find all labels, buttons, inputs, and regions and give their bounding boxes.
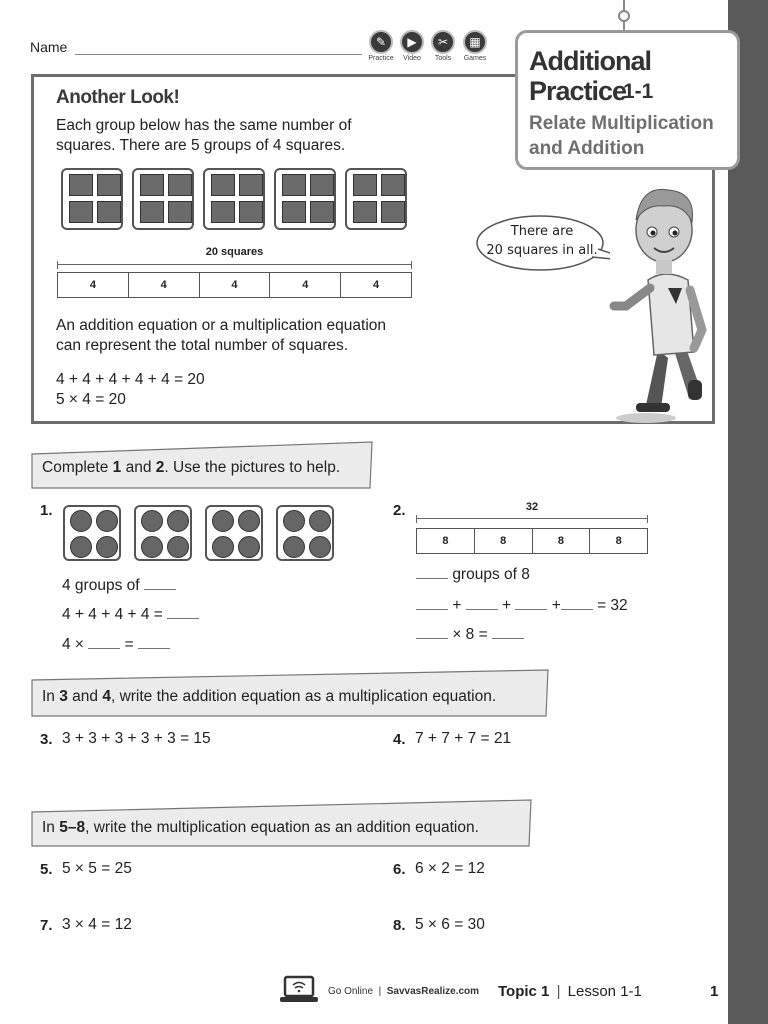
- page-number: 1: [710, 983, 719, 1000]
- answer-blank[interactable]: [416, 626, 448, 639]
- example-addition-equation: 4 + 4 + 4 + 4 + 4 = 20: [56, 371, 205, 388]
- circle-group: [276, 505, 334, 561]
- problem-7-equation: 3 × 4 = 12: [62, 916, 132, 933]
- subtitle-line-1: Relate Multiplication: [529, 113, 714, 134]
- intro-line-2: squares. There are 5 groups of 4 squares.: [56, 137, 346, 154]
- explain-line-2: can represent the total number of squares.: [56, 337, 349, 354]
- cartoon-boy-illustration: [606, 180, 716, 425]
- counter: [96, 536, 118, 558]
- problem-2-line-1: [416, 566, 530, 584]
- bar-total-label: 20 squares: [205, 246, 264, 258]
- footer-go-online: [328, 986, 479, 997]
- another-look-title: Another Look!: [56, 87, 180, 108]
- problem-8-equation: 5 × 6 = 30: [415, 916, 485, 933]
- problem-text: 4 ×: [62, 636, 84, 653]
- counter: [309, 510, 331, 532]
- intro-line-1: Each group below has the same number of: [56, 117, 352, 134]
- answer-blank[interactable]: [144, 577, 176, 590]
- bar-cell: 8: [475, 529, 533, 553]
- square: [140, 201, 164, 223]
- bar-cell: 4: [270, 273, 341, 297]
- instruction-text: , write the addition equation as a multiplication equation.: [110, 688, 497, 705]
- counter: [167, 536, 189, 558]
- bubble-line-1: There are: [510, 224, 574, 239]
- instruction-bold: 3: [59, 688, 68, 705]
- instruction-text: and: [67, 688, 103, 705]
- laptop-icon: [279, 975, 319, 1003]
- instruction-bold: 4: [102, 688, 111, 705]
- games-icon: ▦: [463, 30, 487, 54]
- problem-6-equation: 6 × 2 = 12: [415, 860, 485, 877]
- square: [69, 201, 93, 223]
- answer-blank[interactable]: [515, 597, 547, 610]
- square: [310, 174, 334, 196]
- instruction-bold: 1: [112, 459, 122, 476]
- clip-icon: [617, 0, 631, 32]
- square-group: [61, 168, 123, 230]
- bar-cell: 8: [417, 529, 475, 553]
- problem-2-bar-model: [416, 528, 648, 554]
- square: [353, 201, 377, 223]
- practice-label: Practice: [368, 55, 394, 62]
- example-multiplication-equation: 5 × 4 = 20: [56, 391, 126, 408]
- problem-text: +: [502, 597, 512, 614]
- counter: [238, 510, 260, 532]
- counter: [141, 510, 163, 532]
- answer-blank[interactable]: [416, 597, 448, 610]
- explain-line-1: An addition equation or a multiplication equation: [56, 317, 387, 334]
- video-button[interactable]: [398, 30, 426, 62]
- name-label: Name: [30, 39, 68, 55]
- instruction-text: . Use the pictures to help.: [164, 459, 341, 476]
- square: [69, 174, 93, 196]
- instruction-5-8: [42, 819, 479, 837]
- bar-cell: 8: [615, 535, 622, 547]
- bar-cell: 4: [129, 273, 200, 297]
- speech-bubble-text: [480, 222, 604, 260]
- footer-topic-lesson: [498, 983, 642, 1000]
- answer-blank[interactable]: [88, 636, 120, 649]
- square: [97, 201, 121, 223]
- square-group: [274, 168, 336, 230]
- footer-separator: |: [556, 983, 561, 1000]
- problem-text: = 32: [597, 597, 628, 614]
- footer-site-link[interactable]: SavvasRealize.com: [386, 986, 480, 997]
- problem-8-number: 8.: [393, 917, 406, 934]
- circle-group: [134, 505, 192, 561]
- counter: [70, 536, 92, 558]
- bar-cell: 4: [373, 279, 380, 291]
- another-look-explanation: [56, 316, 436, 356]
- circle-group: [63, 505, 121, 561]
- answer-blank[interactable]: [492, 626, 524, 639]
- another-look-intro: [56, 116, 416, 156]
- games-button[interactable]: [461, 30, 489, 62]
- bar-cell: 8: [533, 529, 591, 553]
- problem-1-number: 1.: [40, 502, 53, 519]
- problem-2-line-3: [416, 626, 524, 644]
- title-lesson-number: 1-1: [623, 80, 654, 103]
- circle-group: [205, 505, 263, 561]
- practice-button[interactable]: [367, 30, 395, 62]
- answer-blank[interactable]: [561, 597, 593, 610]
- problem-4-number: 4.: [393, 731, 406, 748]
- instruction-bold: 2: [155, 459, 165, 476]
- problem-6-number: 6.: [393, 861, 406, 878]
- answer-blank[interactable]: [138, 636, 170, 649]
- counter: [212, 510, 234, 532]
- title-practice: Practice: [529, 76, 627, 106]
- bubble-line-2: 20 squares in all.: [486, 243, 598, 258]
- video-icon: ▶: [400, 30, 424, 54]
- tools-label: Tools: [434, 55, 452, 62]
- counter: [309, 536, 331, 558]
- bar-cell: 4: [200, 273, 271, 297]
- problem-text: 4 groups of: [62, 577, 140, 594]
- square-group: [203, 168, 265, 230]
- lesson-subtitle: [529, 111, 739, 161]
- problem-text: +: [452, 597, 462, 614]
- problem-4-equation: 7 + 7 + 7 = 21: [415, 730, 512, 747]
- square: [239, 174, 263, 196]
- problem-5-equation: 5 × 5 = 25: [62, 860, 132, 877]
- instruction-text: , write the multiplication equation as an addition equation.: [85, 819, 479, 836]
- answer-blank[interactable]: [167, 606, 199, 619]
- problem-text: =: [124, 636, 134, 653]
- problem-2-bar-total: 32: [525, 501, 539, 513]
- bar-cell: 4: [58, 273, 129, 297]
- problem-1-line-1: [62, 577, 176, 595]
- instruction-bold: 5–8: [59, 819, 86, 836]
- counter: [70, 510, 92, 532]
- counter: [283, 510, 305, 532]
- counter: [212, 536, 234, 558]
- square: [282, 201, 306, 223]
- go-online-text: Go Online: [328, 986, 374, 997]
- square: [168, 201, 192, 223]
- problem-2-line-2: [416, 597, 628, 615]
- square: [239, 201, 263, 223]
- counter: [167, 510, 189, 532]
- counter: [238, 536, 260, 558]
- square: [381, 201, 405, 223]
- square: [140, 174, 164, 196]
- counter: [283, 536, 305, 558]
- square-group: [345, 168, 407, 230]
- bar-bracket: [57, 264, 412, 265]
- problem-text: 4 + 4 + 4 + 4 =: [62, 606, 163, 623]
- square: [211, 174, 235, 196]
- counter: [96, 510, 118, 532]
- square-group: [132, 168, 194, 230]
- square: [97, 174, 121, 196]
- video-label: Video: [403, 55, 421, 62]
- instruction-text: Complete: [42, 459, 113, 476]
- counter: [141, 536, 163, 558]
- problem-2-bracket: [416, 518, 648, 519]
- problem-text: groups of 8: [452, 566, 530, 583]
- instruction-text: and: [121, 459, 156, 476]
- problem-text: +: [551, 597, 561, 614]
- name-field[interactable]: [75, 54, 362, 55]
- problem-5-number: 5.: [40, 861, 53, 878]
- answer-blank[interactable]: [416, 566, 448, 579]
- square: [282, 174, 306, 196]
- answer-blank[interactable]: [466, 597, 498, 610]
- bar-model: [57, 272, 412, 298]
- instruction-3-4: [42, 688, 496, 706]
- problem-text: × 8 =: [452, 626, 488, 643]
- footer-separator: |: [378, 986, 382, 997]
- problem-3-number: 3.: [40, 731, 53, 748]
- instruction-text: In: [42, 819, 60, 836]
- tools-icon: ✂: [431, 30, 455, 54]
- square: [381, 174, 405, 196]
- square: [353, 174, 377, 196]
- square: [310, 201, 334, 223]
- square: [168, 174, 192, 196]
- title-additional: Additional: [529, 46, 651, 76]
- problem-3-equation: 3 + 3 + 3 + 3 + 3 = 15: [62, 730, 211, 747]
- tools-button[interactable]: [429, 30, 457, 62]
- instruction-text: In: [42, 688, 60, 705]
- problem-2-number: 2.: [393, 502, 406, 519]
- footer-lesson: Lesson 1-1: [567, 983, 642, 1000]
- games-label: Games: [463, 55, 487, 62]
- instruction-1-2: [42, 459, 340, 477]
- practice-icon: ✎: [369, 30, 393, 54]
- square: [211, 201, 235, 223]
- problem-7-number: 7.: [40, 917, 53, 934]
- problem-1-line-2: [62, 606, 199, 624]
- problem-1-line-3: [62, 636, 170, 654]
- footer-topic: Topic 1: [498, 983, 550, 1000]
- subtitle-line-2: and Addition: [529, 138, 645, 159]
